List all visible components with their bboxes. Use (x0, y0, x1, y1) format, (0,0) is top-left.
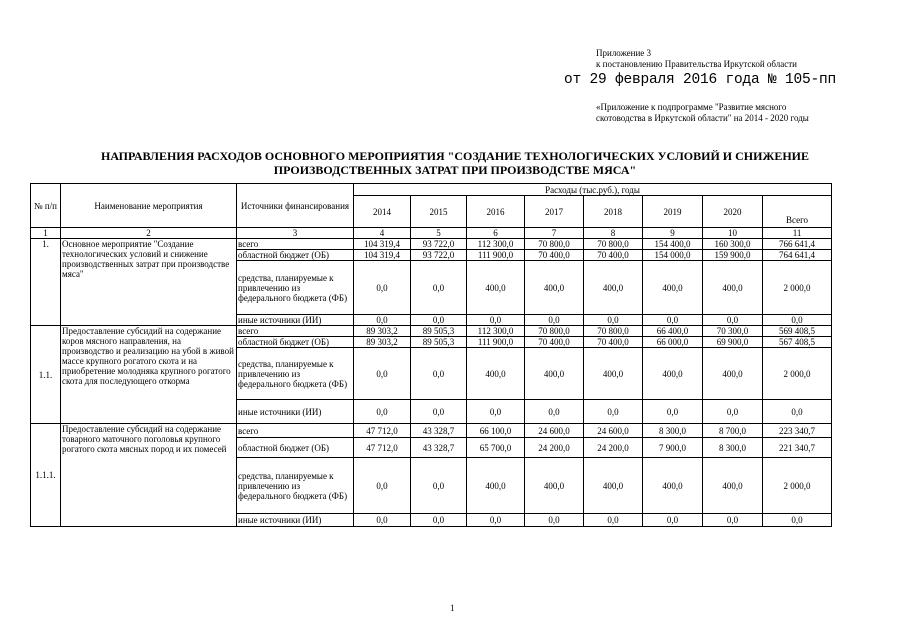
year-value: 69 900,0 (703, 337, 763, 348)
funding-source: областной бюджет (ОБ) (237, 337, 354, 348)
item-name: Предоставление субсидий на содержание товарного маточного поголовья крупного рогатого скота мясных пород и их помесей (61, 424, 237, 527)
year-value: 24 600,0 (525, 424, 584, 438)
year-value: 0,0 (643, 400, 703, 424)
year-value: 43 328,7 (411, 438, 467, 458)
year-value: 66 000,0 (643, 337, 703, 348)
header-year: 2018 (584, 196, 643, 228)
column-number: 6 (467, 228, 525, 239)
year-value: 70 800,0 (525, 239, 584, 250)
funding-source: всего (237, 326, 354, 337)
year-value: 93 722,0 (411, 239, 467, 250)
year-value: 89 303,2 (354, 326, 411, 337)
year-value: 0,0 (525, 400, 584, 424)
funding-source: областной бюджет (ОБ) (237, 438, 354, 458)
total-value: 567 408,5 (763, 337, 832, 348)
year-value: 65 700,0 (467, 438, 525, 458)
funding-source: средства, планируемые к привлечению из федерального бюджета (ФБ) (237, 348, 354, 400)
year-value: 70 400,0 (584, 337, 643, 348)
total-value: 2 000,0 (763, 458, 832, 514)
year-value: 70 800,0 (584, 239, 643, 250)
year-value: 24 600,0 (584, 424, 643, 438)
year-value: 160 300,0 (703, 239, 763, 250)
year-value: 0,0 (584, 514, 643, 527)
header-name: Наименование мероприятия (61, 184, 237, 228)
year-value: 0,0 (703, 514, 763, 527)
year-value: 93 722,0 (411, 250, 467, 261)
year-value: 89 505,3 (411, 326, 467, 337)
year-value: 400,0 (467, 261, 525, 315)
year-value: 89 303,2 (354, 337, 411, 348)
column-number: 5 (411, 228, 467, 239)
funding-source: иные источники (ИИ) (237, 400, 354, 424)
item-number: 1.1.1. (31, 424, 61, 527)
table-row (31, 424, 832, 438)
year-value: 0,0 (411, 261, 467, 315)
year-value: 47 712,0 (354, 438, 411, 458)
year-value: 400,0 (643, 458, 703, 514)
year-value: 70 400,0 (525, 337, 584, 348)
year-value: 0,0 (354, 348, 411, 400)
item-name: Предоставление субсидий на содержание коров мясного направления, на производство и реализацию на убой в живой массе крупного рогатого скота и на приобретение молодняка крупного рогатого скота для последующего откорма (61, 326, 237, 424)
year-value: 0,0 (411, 348, 467, 400)
funding-source: всего (237, 239, 354, 250)
year-value: 0,0 (354, 315, 411, 326)
year-value: 154 000,0 (643, 250, 703, 261)
year-value: 0,0 (411, 458, 467, 514)
year-value: 0,0 (703, 400, 763, 424)
header-year: 2020 (703, 196, 763, 228)
year-value: 8 300,0 (643, 424, 703, 438)
year-value: 66 400,0 (643, 326, 703, 337)
total-value: 223 340,7 (763, 424, 832, 438)
total-value: 766 641,4 (763, 239, 832, 250)
year-value: 0,0 (354, 514, 411, 527)
funding-source: средства, планируемые к привлечению из федерального бюджета (ФБ) (237, 458, 354, 514)
total-value: 569 408,5 (763, 326, 832, 337)
page-number: 1 (450, 603, 455, 613)
year-value: 111 900,0 (467, 337, 525, 348)
table-row (31, 239, 832, 250)
header-year: 2015 (411, 196, 467, 228)
header-year: 2016 (467, 196, 525, 228)
funding-source: иные источники (ИИ) (237, 315, 354, 326)
resolution-date: от 29 февраля 2016 года № 105-пп (564, 72, 837, 88)
item-number: 1.1. (31, 326, 61, 424)
year-value: 0,0 (354, 400, 411, 424)
year-value: 0,0 (354, 458, 411, 514)
year-value: 400,0 (703, 348, 763, 400)
year-value: 0,0 (467, 514, 525, 527)
total-value: 0,0 (763, 400, 832, 424)
year-value: 0,0 (584, 315, 643, 326)
year-value: 400,0 (467, 458, 525, 514)
column-number: 11 (763, 228, 832, 239)
year-value: 7 900,0 (643, 438, 703, 458)
year-value: 400,0 (584, 348, 643, 400)
year-value: 112 300,0 (467, 326, 525, 337)
column-number: 9 (643, 228, 703, 239)
year-value: 0,0 (584, 400, 643, 424)
year-value: 400,0 (584, 458, 643, 514)
year-value: 0,0 (525, 315, 584, 326)
item-name: Основное мероприятие "Создание технологических условий и снижение производственных затрат при производстве мяса" (61, 239, 237, 326)
year-value: 400,0 (643, 348, 703, 400)
year-value: 89 505,3 (411, 337, 467, 348)
table-row (31, 326, 832, 337)
total-value: 2 000,0 (763, 261, 832, 315)
year-value: 159 900,0 (703, 250, 763, 261)
year-value: 70 800,0 (525, 326, 584, 337)
year-value: 0,0 (643, 514, 703, 527)
year-value: 400,0 (584, 261, 643, 315)
header-year: 2017 (525, 196, 584, 228)
year-value: 0,0 (411, 400, 467, 424)
year-value: 66 100,0 (467, 424, 525, 438)
item-number: 1. (31, 239, 61, 326)
year-value: 400,0 (643, 261, 703, 315)
year-value: 400,0 (703, 261, 763, 315)
year-value: 0,0 (467, 315, 525, 326)
year-value: 0,0 (354, 261, 411, 315)
year-value: 112 300,0 (467, 239, 525, 250)
year-value: 104 319,4 (354, 239, 411, 250)
year-value: 24 200,0 (584, 438, 643, 458)
total-value: 2 000,0 (763, 348, 832, 400)
header-year: 2014 (354, 196, 411, 228)
subprogram-appendix-label: «Приложение к подпрограмме "Развитие мясного скотоводства в Иркутской области" на 2014 - 2020 годы (596, 102, 809, 123)
total-value: 0,0 (763, 514, 832, 527)
column-number: 3 (237, 228, 354, 239)
total-value: 221 340,7 (763, 438, 832, 458)
total-value: 0,0 (763, 315, 832, 326)
year-value: 0,0 (467, 400, 525, 424)
year-value: 24 200,0 (525, 438, 584, 458)
column-number: 10 (703, 228, 763, 239)
year-value: 400,0 (467, 348, 525, 400)
year-value: 400,0 (525, 458, 584, 514)
year-value: 400,0 (703, 458, 763, 514)
expenses-table (30, 183, 832, 527)
year-value: 8 300,0 (703, 438, 763, 458)
year-value: 70 400,0 (584, 250, 643, 261)
header-year: 2019 (643, 196, 703, 228)
total-value: 764 641,4 (763, 250, 832, 261)
appendix-label: Приложение 3 (596, 48, 652, 58)
year-value: 47 712,0 (354, 424, 411, 438)
year-value: 0,0 (411, 315, 467, 326)
year-value: 0,0 (525, 514, 584, 527)
funding-source: всего (237, 424, 354, 438)
year-value: 0,0 (703, 315, 763, 326)
year-value: 70 800,0 (584, 326, 643, 337)
header-total: Всего (763, 196, 832, 228)
year-value: 0,0 (643, 315, 703, 326)
year-value: 104 319,4 (354, 250, 411, 261)
year-value: 400,0 (525, 348, 584, 400)
year-value: 43 328,7 (411, 424, 467, 438)
year-value: 70 400,0 (525, 250, 584, 261)
year-value: 111 900,0 (467, 250, 525, 261)
column-number: 8 (584, 228, 643, 239)
funding-source: средства, планируемые к привлечению из федерального бюджета (ФБ) (237, 261, 354, 315)
header-num: № п/п (31, 184, 61, 228)
column-number: 4 (354, 228, 411, 239)
header-source: Источники финансирования (237, 184, 354, 228)
year-value: 70 300,0 (703, 326, 763, 337)
column-number: 7 (525, 228, 584, 239)
year-value: 8 700,0 (703, 424, 763, 438)
funding-source: областной бюджет (ОБ) (237, 250, 354, 261)
column-number: 1 (31, 228, 61, 239)
resolution-label: к постановлению Правительства Иркутской области (596, 59, 797, 69)
column-number: 2 (61, 228, 237, 239)
header-expenses: Расходы (тыс.руб.), годы (354, 184, 832, 196)
year-value: 154 400,0 (643, 239, 703, 250)
year-value: 0,0 (411, 514, 467, 527)
funding-source: иные источники (ИИ) (237, 514, 354, 527)
document-title: НАПРАВЛЕНИЯ РАСХОДОВ ОСНОВНОГО МЕРОПРИЯТИЯ "СОЗДАНИЕ ТЕХНОЛОГИЧЕСКИХ УСЛОВИЙ И СНИЖЕНИЕ ПРОИЗВОДСТВЕННЫХ ЗАТРАТ ПРИ ПРОИЗВОДСТВЕ МЯСА" (100, 149, 810, 177)
year-value: 400,0 (525, 261, 584, 315)
